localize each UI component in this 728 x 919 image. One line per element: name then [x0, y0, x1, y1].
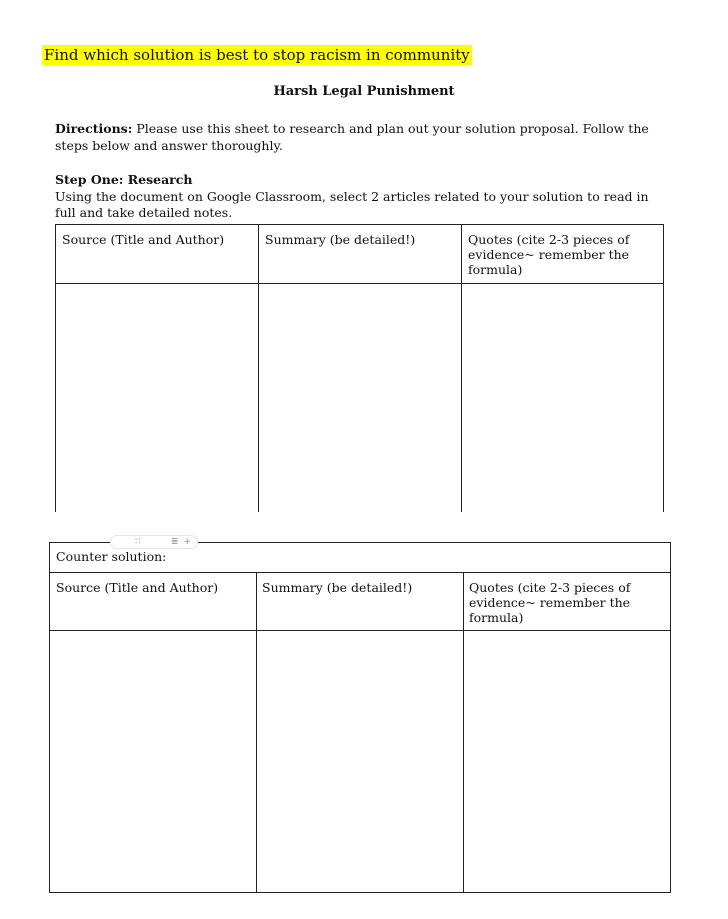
- table-border-top: [55, 224, 664, 225]
- filter-icon[interactable]: ≣: [170, 537, 179, 547]
- page-title: Harsh Legal Punishment: [273, 84, 455, 99]
- table-cell-summary[interactable]: [259, 284, 461, 512]
- directions-text: Please use this sheet to research and plan out your solution proposal. Follow the steps below and answer thoroughly.: [55, 121, 649, 153]
- drag-handle-icon[interactable]: ∷: [135, 537, 140, 547]
- header-source[interactable]: Source (Title and Author): [56, 580, 219, 595]
- task-highlight: Find which solution is best to stop racism in community: [44, 46, 470, 64]
- table-cell-summary[interactable]: [257, 631, 463, 892]
- table-border-right: [663, 224, 664, 512]
- header-summary[interactable]: Summary (be detailed!): [262, 580, 413, 595]
- research-table: [55, 224, 664, 512]
- table-cell-source[interactable]: [50, 631, 256, 892]
- table-handle-toolbar[interactable]: [110, 535, 198, 549]
- header-quotes[interactable]: Quotes (cite 2-3 pieces of evidence~ remember the formula): [468, 232, 630, 277]
- step-one-heading: Step One: Research: [55, 172, 193, 187]
- add-icon[interactable]: +: [183, 537, 191, 547]
- directions-paragraph: [55, 120, 670, 154]
- counter-solution-table: [49, 542, 671, 893]
- step-one-text: Using the document on Google Classroom, select 2 articles related to your solution to read in full and take detailed notes.: [55, 189, 649, 220]
- table-cell-quotes[interactable]: [464, 631, 670, 892]
- header-source[interactable]: Source (Title and Author): [62, 232, 225, 247]
- table-cell-source[interactable]: [56, 284, 258, 512]
- directions-label: Directions:: [55, 121, 133, 136]
- table-cell-quotes[interactable]: [462, 284, 663, 512]
- header-quotes[interactable]: Quotes (cite 2-3 pieces of evidence~ remember the formula): [469, 580, 631, 625]
- table-caption-divider: [50, 572, 670, 573]
- header-summary[interactable]: Summary (be detailed!): [265, 232, 416, 247]
- counter-solution-caption[interactable]: Counter solution:: [56, 549, 167, 564]
